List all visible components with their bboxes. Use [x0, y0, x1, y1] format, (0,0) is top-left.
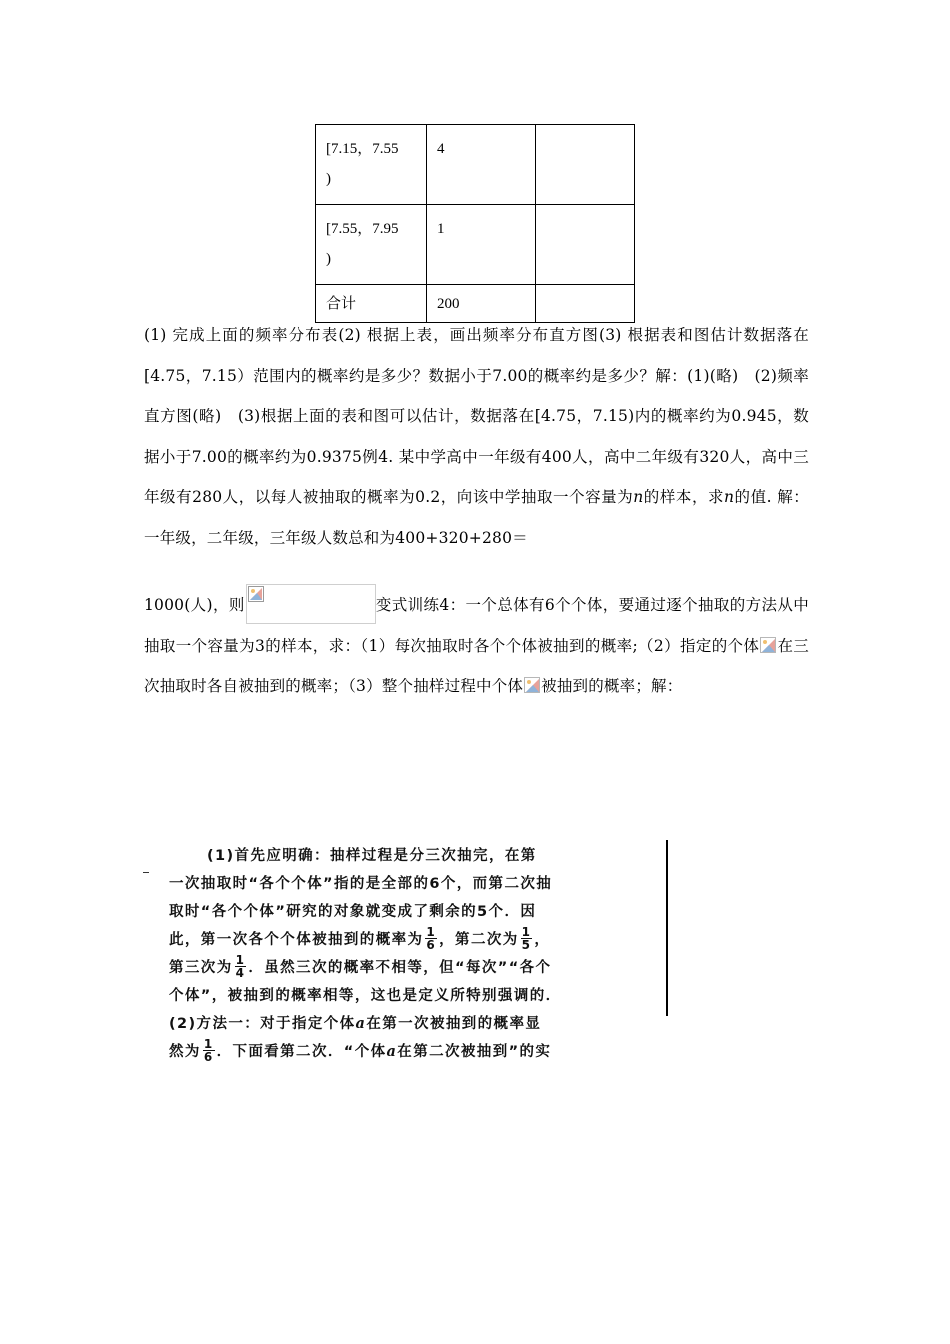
rate-cell	[536, 205, 635, 285]
text-segment: 的值. 解：一年级，二年级，三年级人数总和为400+320+280＝	[144, 488, 809, 547]
frequency-cell: 4	[427, 125, 536, 205]
broken-image-icon	[760, 637, 776, 653]
broken-image-icon	[246, 584, 376, 624]
scan-line: 一次抽取时“各个个体”指的是全部的6个，而第二次抽	[169, 876, 553, 892]
variable-n: n	[633, 488, 644, 506]
scan-line: 然为 $\frac{1}{6}$ ．下面看第二次．“个体a在第二次被抽到”的实	[169, 1036, 552, 1064]
total-frequency-cell: 200	[427, 285, 536, 323]
scan-line: 此，第一次各个个体被抽到的概率为 $\frac{1}{6}$ ，第二次为 $\frac{1}{5}$ ，	[169, 924, 551, 952]
range-cell: [7.55，7.95 )	[316, 205, 427, 285]
text-segment: 的样本，求	[643, 488, 725, 506]
problem-text	[144, 315, 809, 706]
text-block	[144, 585, 809, 706]
fraction: $\frac{1}{6}$	[203, 1036, 214, 1064]
scan-line: 第三次为 $\frac{1}{4}$ ．虽然三次的概率不相等，但“每次”“各个	[169, 952, 552, 980]
scanned-solution-image	[143, 836, 675, 1064]
range-cell: [7.15，7.55 )	[316, 125, 427, 205]
scan-line: (1)首先应明确：抽样过程是分三次抽完，在第	[207, 848, 537, 864]
scan-line: 取时“各个个体”研究的对象就变成了剩余的5个．因	[169, 904, 537, 920]
total-label-cell: 合计	[316, 285, 427, 323]
frequency-cell: 1	[427, 205, 536, 285]
text-segment: 在三次抽取时各自被抽到的概率；（3）整个抽样过程中个体	[144, 637, 809, 695]
scanned-solution-text	[169, 842, 669, 1066]
text-segment: 被抽到的概率；解：	[541, 677, 683, 695]
fraction: $\frac{1}{4}$	[235, 952, 246, 980]
scan-line: (2)方法一：对于指定个体a在第一次被抽到的概率显	[169, 1015, 542, 1032]
scan-mark	[143, 872, 149, 873]
scan-line: 个体”，被抽到的概率相等，这也是定义所特别强调的．	[169, 988, 562, 1004]
broken-image-icon	[524, 677, 540, 693]
text-segment: 变式训练4：一个总体有6个个体，要通过逐个抽取的方法从中抽取一个容量为3的样本，求：（1）每次抽取时各个个体被抽到的概率;（2）指定的个体	[144, 596, 810, 655]
text-segment: 1000(人)，则	[144, 596, 245, 614]
variable-n: n	[724, 488, 735, 506]
frequency-table	[315, 124, 635, 323]
text-segment: (1) 完成上面的频率分布表(2) 根据上表，画出频率分布直方图(3) 根据表和图估计数据落在[4.75，7.15）范围内的概率约是多少？数据小于7.00的概率约是多少？解：(1)(略) (2)频率直方图(略) (3)根据上面的表和图可以估计，数据落在[4.75，7.15)内的概率约为0.945，数据小于7.00的概率约为0.9375例4. 某中学高中一年级有400人，高中二年级有320人，高中三年级有280人，以每人被抽取的概率为0.2，向该中学抽取一个容量为	[144, 326, 809, 506]
table-row	[316, 205, 635, 285]
fraction: $\frac{1}{5}$	[521, 924, 532, 952]
rate-cell	[536, 125, 635, 205]
table-row	[316, 125, 635, 205]
fraction: $\frac{1}{6}$	[426, 924, 437, 952]
